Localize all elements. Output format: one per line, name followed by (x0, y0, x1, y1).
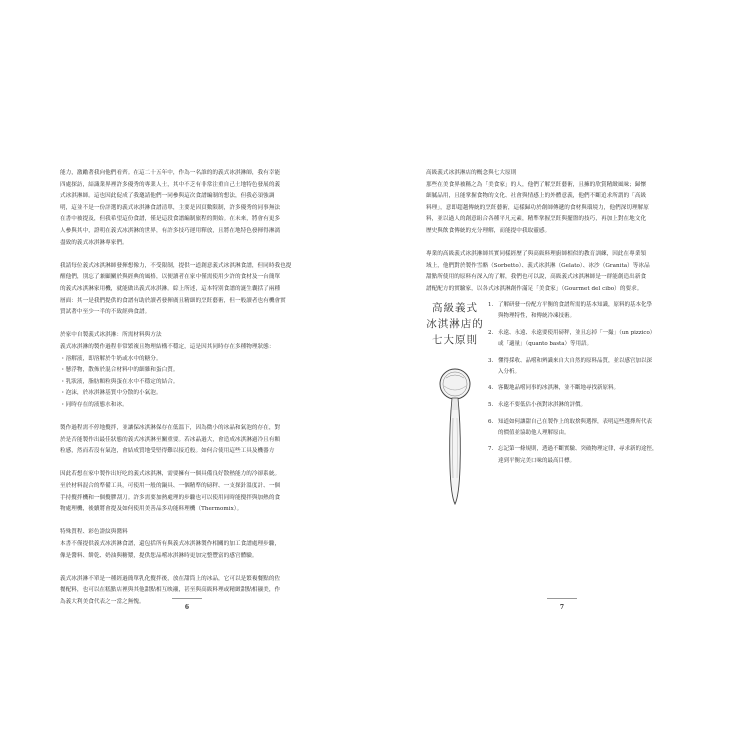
principle-text (498, 356, 700, 378)
list-item: ・溶解液，即溶解於牛奶或水中的糖分。 (60, 355, 162, 362)
text-line: 式冰淇淋師。這也因此促成了我邀請他們一同參與這次食譜編制的想法，但我必須強調 (60, 193, 275, 200)
text-line: 懂得採收、品嚐和辨識來自大自然的原料品質，並以感官加以深 (498, 357, 653, 364)
page-number: 6 (184, 604, 190, 611)
text-line: 我請每位義式冰淇淋師發揮想像力，不受限制，提供一道創意義式冰淇淋食譜，但同時我也提 (60, 262, 292, 269)
text-line: 本書不僅提供義式冰淇淋食譜，還包括所有與義式冰淇淋製作相關的加工食譜處理步驟， (60, 541, 281, 547)
text-line: 於是否能製作出最佳狀態的義式冰淇淋至關重要。若冰晶過大，會造成冰淇淋過冷且有顆 (60, 436, 281, 443)
text-line: 知道如何讓甜自己在製作上的取捨與選擇，表明這些選擇所代表 (498, 418, 653, 425)
principles-title-line: 高級義式 (432, 302, 478, 314)
principle-number: 6. (488, 418, 494, 425)
principle-text (498, 383, 700, 394)
text-line: 忘記第一條規則，透過不斷實驗、突破物理定律，尋求新的途徑， (498, 446, 658, 453)
list-item: ・懸浮物，散佈於混合材料中的細雜和蛋白質。 (60, 367, 179, 374)
text-line: 餐配料，也可以在糕點店裡與其他甜點相互映襯，甚至與高級料理或精緻甜點相襯美，作 (60, 587, 281, 594)
text-line: 醒他們，別忘了兼顧關於與經典的風格，以便讀者在家中僅需使用少許的食材及一台簡單 (60, 274, 281, 281)
list-item: ・同時存在的液態水和冰。 (60, 401, 128, 408)
text-line: 達到平衡完美口味的最高目標。 (498, 457, 576, 464)
text-line: 域上，他們對於製作雪酪（Sorbetto）、義式冰淇淋（Gelato）、冰沙（Granita）等冰品 (426, 262, 650, 269)
second-paragraph (60, 261, 332, 319)
section-heading: 於家中自製義式冰淇淋：所需材料與方法 (60, 332, 162, 339)
text-line: 能力，激勵著我向他們看齊。在這二十五年中，作為一名誰的的義式冰淇淋師，我有幸能 (60, 170, 281, 176)
principle-text (498, 328, 700, 350)
text-line: 料，並以過人的創意組合各種平凡元素，精準掌握烹飪與擺盤的技巧，再加上對在地文化 (426, 216, 647, 223)
page-number-rule (547, 598, 577, 599)
section-sauces (60, 527, 332, 562)
principle-number: 1. (488, 302, 494, 308)
principle-item (488, 328, 700, 350)
text-line: 與物理特性，和傳統冷凍技術。 (498, 313, 576, 320)
principle-number: 2. (488, 329, 494, 336)
text-line: 的價值並協助他人理解原由。 (498, 429, 570, 436)
text-line: 四處探訪，結識業界裡許多優秀的專業人士，其中不乏有非常注重自己土地特色發展的義 (60, 181, 281, 188)
principle-item (488, 300, 700, 322)
principle-number: 3. (488, 357, 494, 364)
text-line: 物處理機，後續將會提及如何使用美善品多功能料理機（Thermomix）。 (60, 506, 243, 513)
text-line: 甜點所使用的原料有深入的了解，我們也可以說，高級義式冰淇淋師是一群能創造出新食 (426, 274, 647, 281)
text-line: 的義式冰淇淋家用機，就能做出義式冰淇淋。綜上所述，這本特別食譜的誕生囊括了兩種 (60, 285, 281, 292)
gourmet-paragraph (426, 168, 700, 238)
page-number: 7 (559, 604, 565, 611)
tools-paragraph (60, 469, 332, 515)
section-materials (60, 330, 332, 411)
text-line: 製作過程需不停地攪拌，並讓保冰淇淋保存在低溫下，因為微小的冰晶和氣泡的存在，對 (60, 425, 281, 432)
text-line: 入分析。 (498, 368, 521, 375)
text-line: 至於材料混合的準備工具，可使用一般的鍋具、一個精準的磅秤、一支探針溫度計、一個 (60, 483, 281, 490)
text-line: 層面：其一是我們提供的食譜有助於讀者發揮廣且精細的烹飪藝術，但一般讀者也有機會實 (60, 297, 286, 304)
text-line: 永遠、永遠、永遠要使用磅秤，並且忘掉「一撮」（un pizzico） (498, 329, 656, 336)
text-line: 像是醬料、餅乾、奶油與糖漿，提供您品嚐冰淇淋時更加完整豐富的感官體驗。 (60, 552, 258, 559)
text-line: 那些在美食界被稱之為「美食家」的人，他們了解烹飪藝術，且擁的欣賞精緻風味；歸懷 (426, 181, 647, 188)
principles-title (426, 300, 484, 348)
text-line: 人參與其中，證明在義式冰淇淋的世界，有許多技巧運用釋放，且將在地特色發揮得淋漓 (60, 227, 281, 234)
text-line: 質試著中至少一半的不致經典食譜。 (60, 309, 151, 316)
page-number-rule (172, 598, 202, 599)
ice-cream-scoop-illustration (438, 368, 472, 508)
principle-item (488, 356, 700, 378)
principle-text (498, 417, 700, 439)
text-line: 了解研發一份配方平衡的食譜所需的基本知識，原料的基本化學 (498, 302, 653, 308)
principle-item (488, 417, 700, 439)
section-heading: 特殊質程、彩色證紋與醬料 (60, 529, 128, 536)
text-line: 手持攪拌機和一個攪膠刮刀。許多需要加熱處理的步驟也可以使用同時能攪拌與加熱的食 (60, 494, 281, 501)
text-line: 料理」，意即超越傳統的烹飪藝術，這樣歸功於創師傳遞的食材與環境力，他們深切理解原 (426, 204, 649, 211)
text-line: 譜配配方的實驗家，以各式冰淇淋創作滿足「美食家」（Gourmet del cibo）的要求。 (426, 285, 643, 292)
principle-text (498, 444, 700, 466)
principles-title-line: 七大原則 (432, 334, 478, 346)
principle-item (488, 444, 700, 466)
process-paragraph (60, 423, 332, 458)
principles-list (488, 300, 700, 472)
list-item: ・泡沫，於冰淇淋基質中分散的小氣泡。 (60, 390, 162, 397)
principles-title-line: 冰淇淋店的 (426, 318, 484, 330)
principle-item (488, 383, 700, 394)
left-page-text (60, 168, 332, 620)
text-line: 在書中被提及，但我希望這份食譜，僅是這段食譜編制旅程的開始。在未來，將會有更多 (60, 216, 281, 223)
text-line: 客觀地品嚐同事的冰淇淋，並不斷地尋找新原料。 (498, 385, 620, 392)
text-line: 明，這並不是一份評選的義式冰淇淋食譜清單，主要是因頁數限制，許多優秀的同事無法 (60, 204, 281, 211)
principle-number: 5. (488, 401, 494, 408)
intro-paragraph (60, 168, 332, 249)
principle-item (488, 400, 700, 411)
text-line: 因此若想在家中製作出好吃的義式冰淇淋，需要擁有一個具備良好散熱能力的冷卻系統。 (60, 471, 281, 478)
text-line: 細膩品用，且能掌握食物的文化、社會與情感上的外體意義，他們不斷追求所謂的「高級 (426, 193, 647, 200)
text-line: 專業的高級義式冰淇淋師其實同樣經歷了與高級料理廚師相似的教育訓練，因此在專業領 (426, 251, 647, 258)
principle-text (498, 300, 700, 322)
text-line: 永遠不要低估小孩對冰淇淋的評價。 (498, 401, 587, 408)
right-page-text (426, 168, 700, 307)
section-heading: 高級義式冰淇淋店的概念與七大原則 (426, 170, 517, 176)
principle-number: 4. (488, 385, 494, 392)
text-line: 歷史與飲食傳統的充分理解，而能提中我取靈感。 (426, 227, 551, 234)
text-line: 盡致的義式冰淇淋專家們。 (60, 239, 128, 246)
text-line: 或「適量」（quanto basta）等用語。 (498, 341, 593, 347)
text-line: 義式冰淇淋的製作過程非常繁複且物理結構不穩定，這是因其同時存在多種物理狀態： (60, 343, 275, 350)
principle-number: 7. (488, 446, 494, 453)
text-line: 為義大利美食代表之一當之無愧。 (60, 598, 145, 605)
text-line: 粒感，然而若沒有氣泡，會結成質地受堅得難以接近般。如何合使用這些工具及機器方 (60, 448, 275, 455)
professional-paragraph (426, 249, 700, 295)
list-item: ・乳狀液，脂肪顆粒與蛋在水中不穩定的結合。 (60, 378, 179, 385)
text-line: 義式冰淇淋不單是一種經過簡單乳化攪拌後，放在甜筒上的冰品，它可以是繁複餐點的佐 (60, 575, 281, 582)
principle-text (498, 400, 700, 411)
